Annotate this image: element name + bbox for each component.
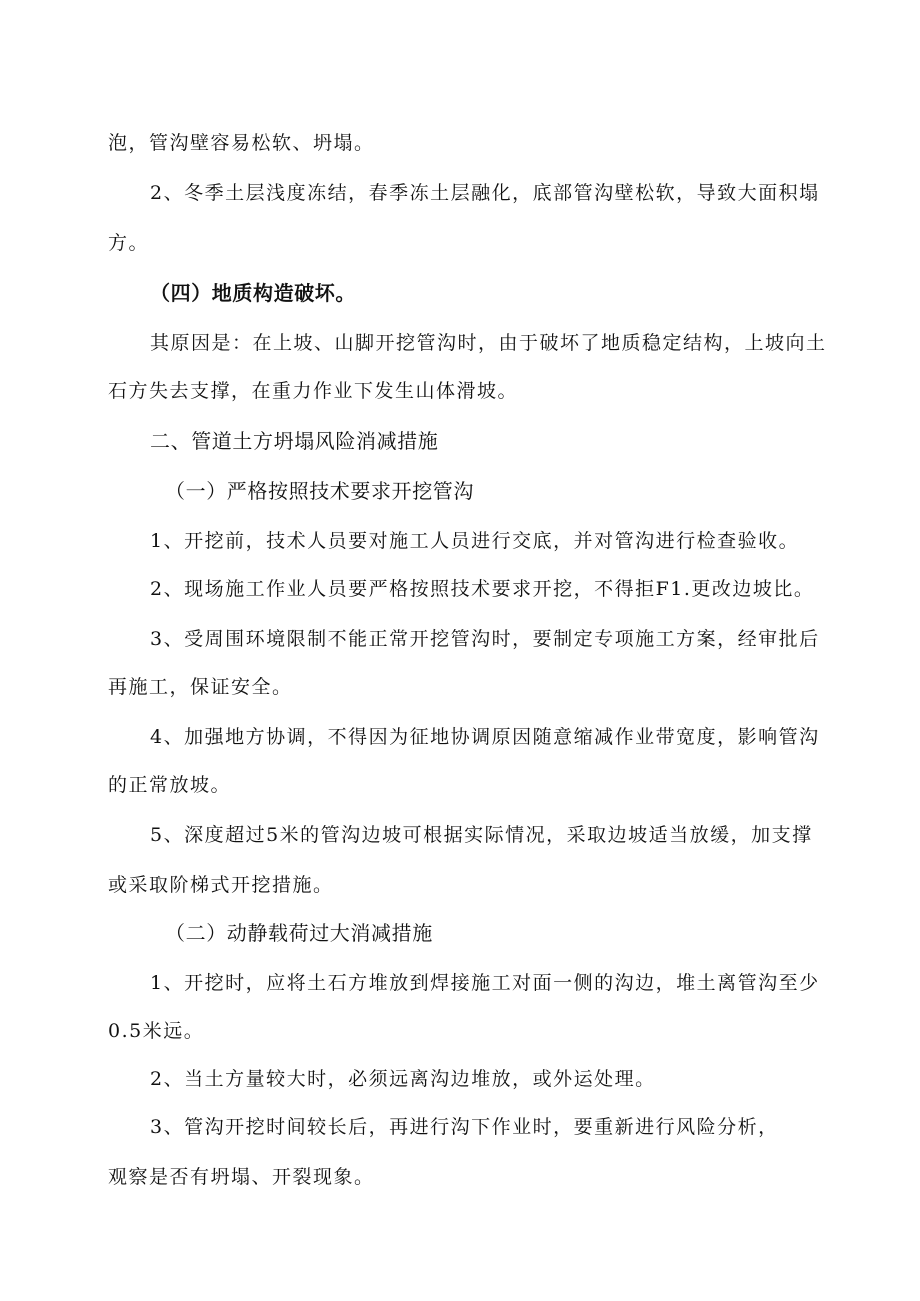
paragraph-line: 3、管沟开挖时间较长后，再进行沟下作业时，要重新进行风险分析， bbox=[150, 1116, 779, 1138]
paragraph-line: 泡，管沟壁容易松软、坍塌。 bbox=[108, 132, 375, 154]
paragraph-line: 2、现场施工作业人员要严格按照技术要求开挖，不得拒F1.更改边坡比。 bbox=[150, 578, 815, 600]
paragraph-line: 观察是否有坍塌、开裂现象。 bbox=[108, 1166, 375, 1188]
paragraph-line: 2、冬季土层浅度冻结，春季冻土层融化，底部管沟壁松软，导致大面积塌 bbox=[150, 182, 820, 204]
paragraph-line: 1、开挖时，应将土石方堆放到焊接施工对面一侧的沟边，堆土离管沟至少 bbox=[150, 972, 820, 994]
paragraph-line: 1、开挖前，技术人员要对施工人员进行交底，并对管沟进行检查验收。 bbox=[150, 530, 800, 552]
paragraph-line: 3、受周围环境限制不能正常开挖管沟时，要制定专项施工方案，经审批后 bbox=[150, 628, 820, 650]
section-heading: （四）地质构造破坏。 bbox=[150, 281, 356, 305]
paragraph-line: 石方失去支撑，在重力作业下发生山体滑坡。 bbox=[108, 380, 519, 402]
paragraph-line: 或采取阶梯式开挖措施。 bbox=[108, 874, 334, 896]
paragraph-line: 再施工，保证安全。 bbox=[108, 676, 293, 698]
paragraph-line: 其原因是：在上坡、山脚开挖管沟时，由于破坏了地质稳定结构，上坡向土 bbox=[150, 332, 827, 354]
paragraph-line: 5、深度超过5米的管沟边坡可根据实际情况，采取边坡适当放缓，加支撑 bbox=[150, 824, 813, 846]
section-heading: 二、管道土方坍塌风险消减措施 bbox=[150, 429, 439, 453]
subsection-heading: （一）严格按照技术要求开挖管沟 bbox=[165, 479, 474, 503]
paragraph-line: 的正常放坡。 bbox=[108, 774, 232, 796]
subsection-heading: （二）动静载荷过大消减措施 bbox=[165, 921, 433, 945]
paragraph-line: 0.5米远。 bbox=[108, 1020, 205, 1042]
paragraph-line: 2、当土方量较大时，必须远离沟边堆放，或外运处理。 bbox=[150, 1068, 656, 1090]
paragraph-line: 方。 bbox=[108, 232, 150, 254]
paragraph-line: 4、加强地方协调，不得因为征地协调原因随意缩减作业带宽度，影响管沟 bbox=[150, 726, 820, 748]
